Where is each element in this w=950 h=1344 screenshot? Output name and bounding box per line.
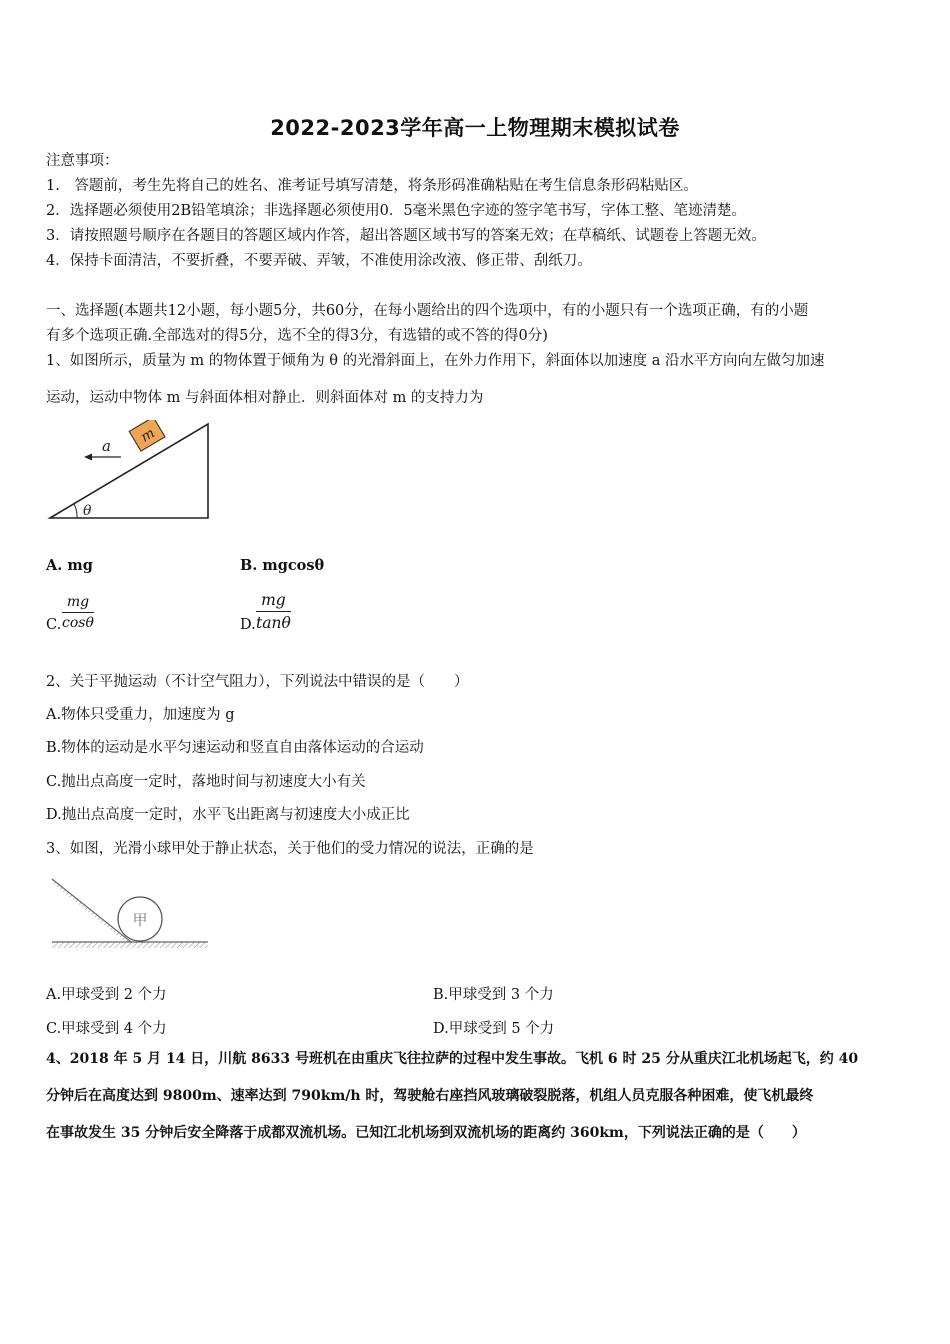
acceleration-label: a — [102, 437, 111, 455]
mass-label: m — [138, 425, 158, 446]
question-3-stem: 3、如图，光滑小球甲处于静止状态，关于他们的受力情况的说法，正确的是 — [46, 841, 534, 857]
q1-option-d-fraction — [256, 591, 291, 632]
q2-option-b: B.物体的运动是水平匀速运动和竖直自由落体运动的合运动 — [46, 740, 424, 756]
section-heading: 一、选择题(本题共12小题，每小题5分，共60分，在每小题给出的四个选项中，有的小题只有一个选项正确，有的小题 — [46, 303, 809, 319]
q3-option-d: D.甲球受到 5 个力 — [433, 1021, 555, 1037]
q1-option-c-label: C. — [46, 617, 62, 633]
q1-option-b: B. mgcosθ — [240, 557, 325, 574]
notice-heading: 注意事项： — [46, 153, 119, 169]
incline-figure — [45, 420, 215, 525]
q3-option-a: A.甲球受到 2 个力 — [46, 987, 167, 1003]
fraction-numerator: mg — [62, 594, 94, 613]
ball-wall-figure — [48, 873, 213, 953]
question-4-stem: 在事故发生 35 分钟后安全降落于成都双流机场。已知江北机场到双流机场的距离约 360km，下列说法正确的是（ ） — [46, 1125, 806, 1141]
notice-item: 2．选择题必须使用2B铅笔填涂；非选择题必须使用0．5毫米黑色字迹的签字笔书写，字体工整、笔迹清楚。 — [46, 203, 747, 219]
ball-label: 甲 — [132, 911, 148, 929]
q3-option-c: C.甲球受到 4 个力 — [46, 1021, 167, 1037]
q2-option-a: A.物体只受重力，加速度为 g — [46, 707, 235, 723]
fraction-denominator: tanθ — [256, 614, 291, 632]
question-4-stem: 4、2018 年 5 月 14 日，川航 8633 号班机在由重庆飞往拉萨的过程中发生事故。飞机 6 时 25 分从重庆江北机场起飞，约 40 — [46, 1051, 859, 1067]
exam-title: 2022-2023学年高一上物理期末模拟试卷 — [270, 116, 680, 140]
q1-option-a: A. mg — [46, 557, 93, 574]
q1-option-d-label: D. — [240, 617, 256, 633]
notice-item: 4．保持卡面清洁，不要折叠，不要弄破、弄皱，不准使用涂改液、修正带、刮纸刀。 — [46, 253, 592, 269]
fraction-denominator: cosθ — [62, 615, 94, 631]
q2-option-c: C.抛出点高度一定时，落地时间与初速度大小有关 — [46, 774, 366, 790]
question-1-stem: 1、如图所示，质量为 m 的物体置于倾角为 θ 的光滑斜面上，在外力作用下，斜面体以加速度 a 沿水平方向向左做匀加速 — [46, 353, 825, 369]
q3-option-b: B.甲球受到 3 个力 — [433, 987, 554, 1003]
notice-item: 1. 答题前，考生先将自己的姓名、准考证号填写清楚，将条形码准确粘贴在考生信息条形码粘贴区。 — [46, 178, 698, 194]
q2-option-d: D.抛出点高度一定时，水平飞出距离与初速度大小成正比 — [46, 807, 410, 823]
question-4-stem: 分钟后在高度达到 9800m、速率达到 790km/h 时，驾驶舱右座挡风玻璃破裂脱落，机组人员克服各种困难，使飞机最终 — [46, 1088, 814, 1104]
theta-label: θ — [83, 503, 92, 519]
fraction-numerator: mg — [256, 591, 291, 612]
question-1-stem: 运动，运动中物体 m 与斜面体相对静止．则斜面体对 m 的支持力为 — [46, 390, 484, 406]
question-2-stem: 2、关于平抛运动（不计空气阻力），下列说法中错误的是（ ） — [46, 674, 469, 690]
section-heading: 有多个选项正确.全部选对的得5分，选不全的得3分，有选错的或不答的得0分) — [46, 328, 548, 344]
notice-item: 3．请按照题号顺序在各题目的答题区域内作答，超出答题区域书写的答案无效；在草稿纸、试题卷上答题无效。 — [46, 228, 766, 244]
q1-option-c-fraction — [62, 594, 94, 631]
